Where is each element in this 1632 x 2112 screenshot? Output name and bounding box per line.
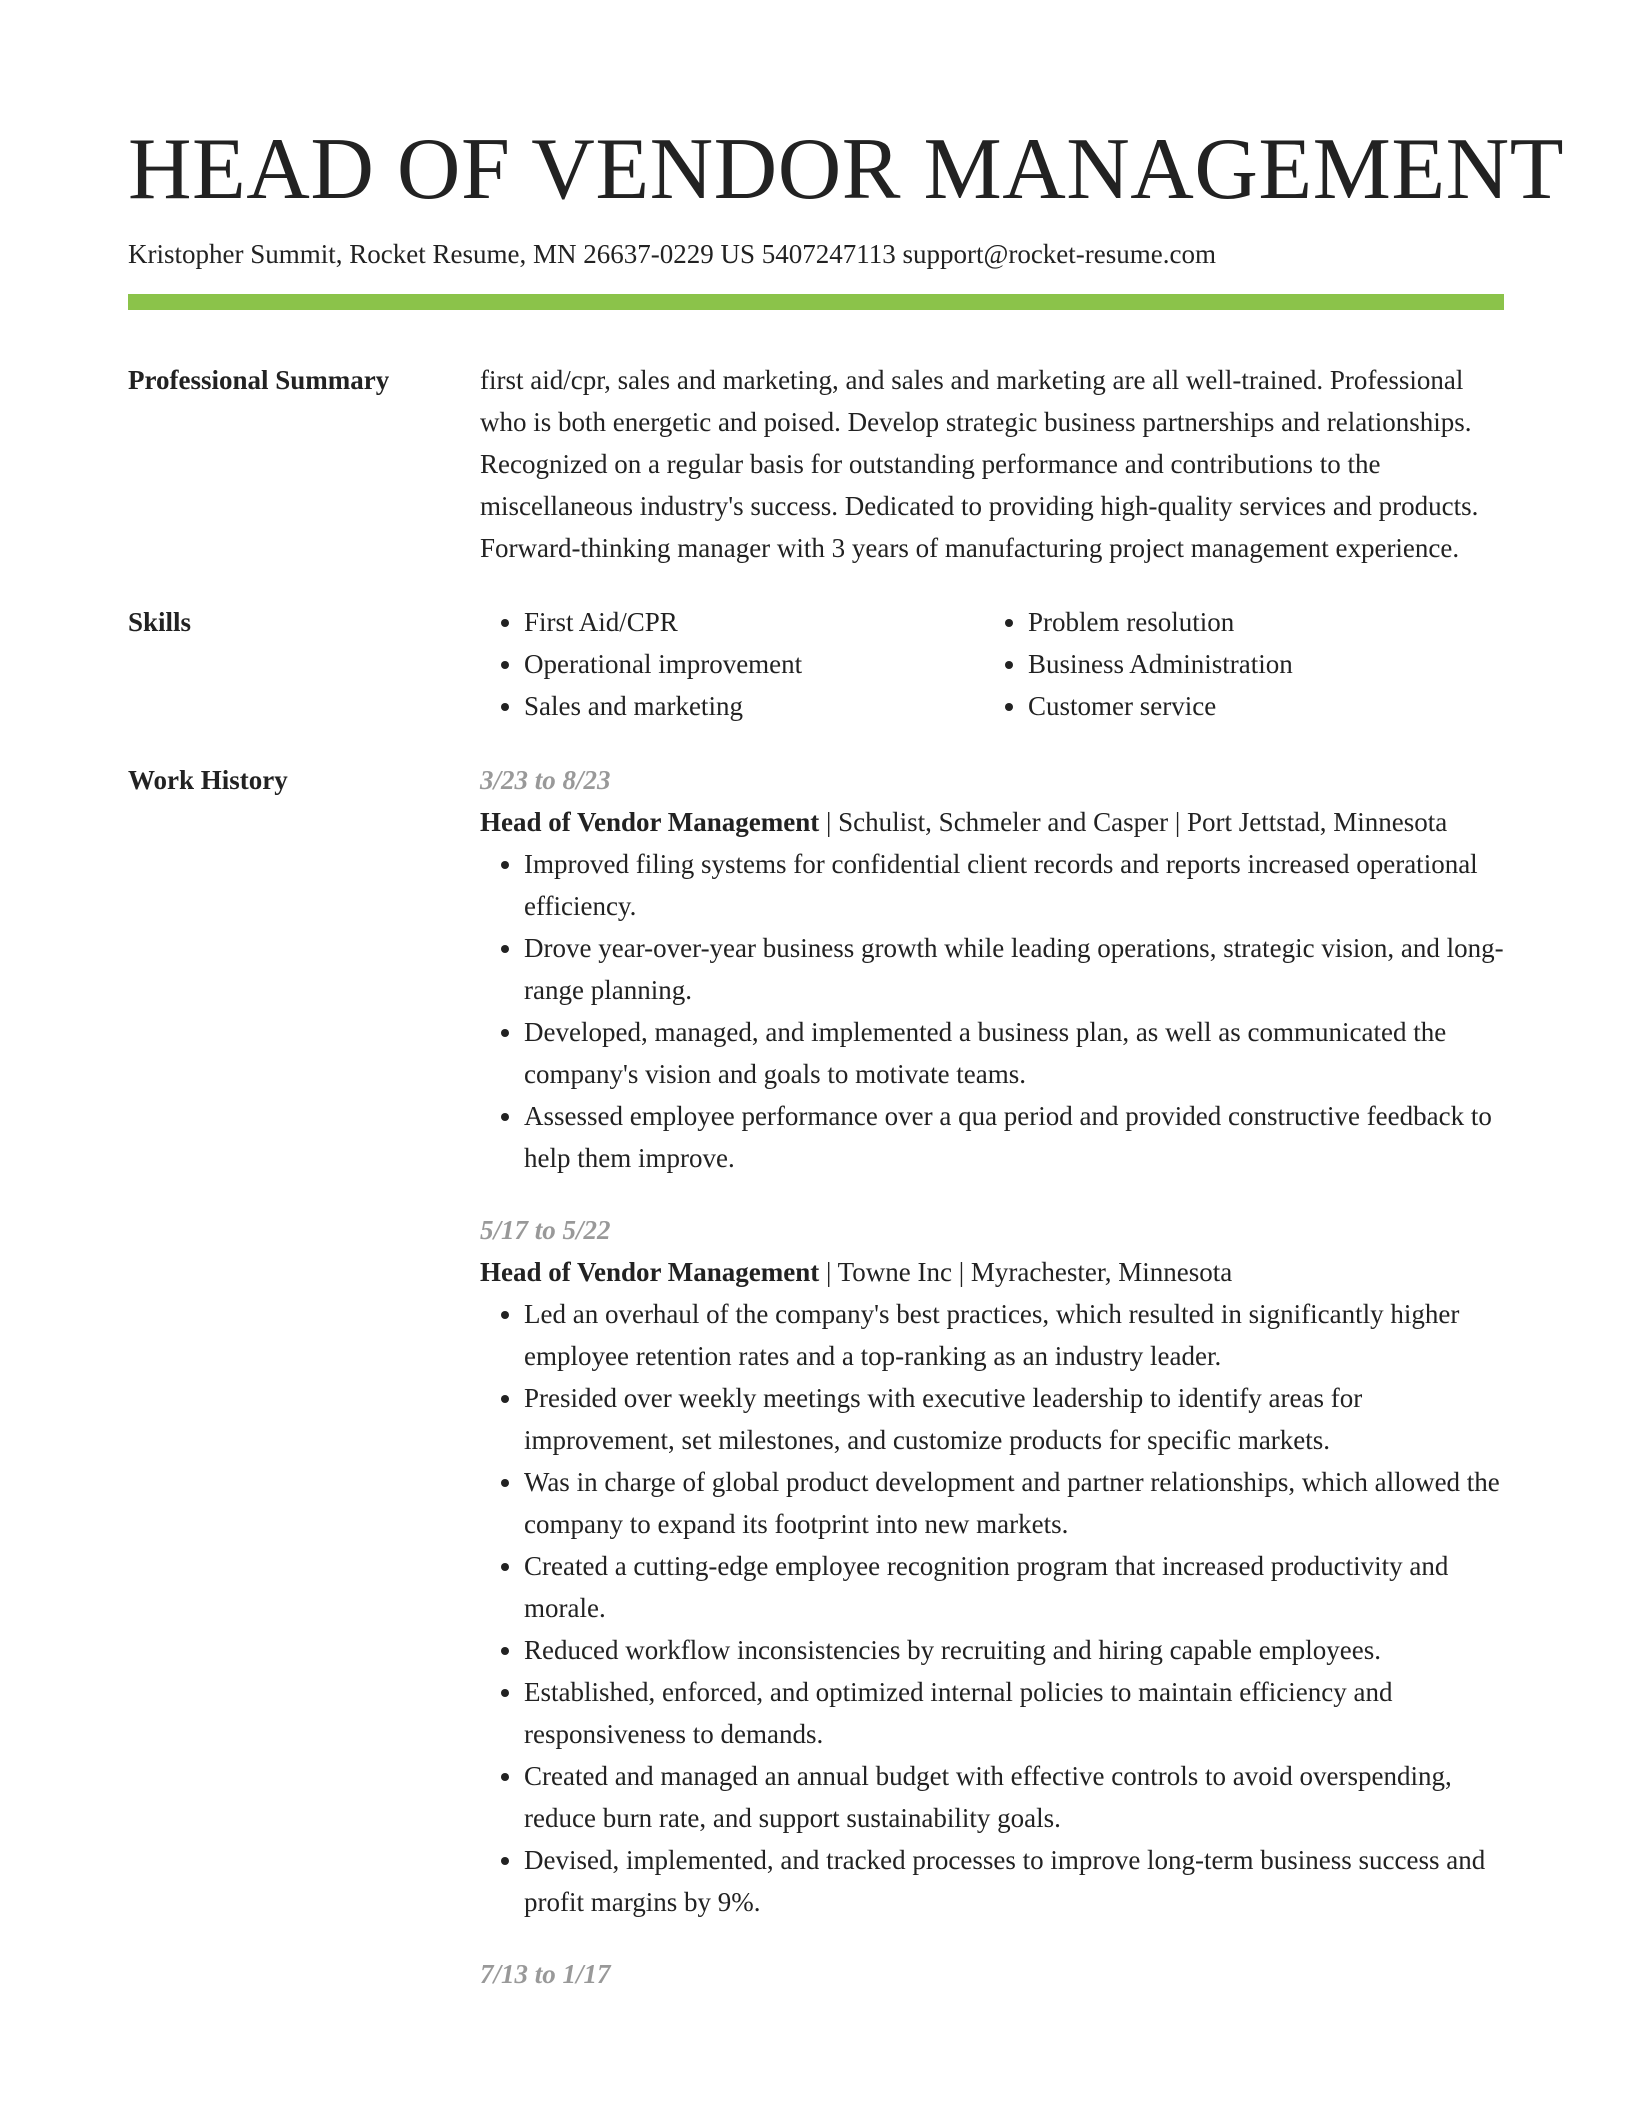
- job-bullet: • Created and managed an annual budget with effective controls to avoid overspending, reduce burn rate, and support sustainability goals.: [524, 1755, 1504, 1839]
- resume-page: [128, 118, 1564, 1995]
- job-date: 3/23 to 8/23: [480, 765, 611, 795]
- job-bullets: [480, 1293, 1504, 1923]
- work-history-heading: Work History: [128, 765, 288, 795]
- job-bullet: • Drove year-over-year business growth while leading operations, strategic vision, and long-range planning.: [524, 927, 1504, 1011]
- job-date: 5/17 to 5/22: [480, 1215, 611, 1245]
- job-bullet: • Devised, implemented, and tracked processes to improve long-term business success and profit margins by 9%.: [524, 1839, 1504, 1923]
- job-bullet: • Improved filing systems for confidential client records and reports increased operational efficiency.: [524, 843, 1504, 927]
- summary-text: first aid/cpr, sales and marketing, and sales and marketing are all well-trained. Professional who is both energetic and poised. Develop strategic business partnerships and relationships. Recognized on a regular basis for outstanding performance and contributions to the miscellaneous industry's success. Dedicated to providing high-quality services and products. Forward-thinking manager with 3 years of manufacturing project management experience.: [480, 365, 1479, 563]
- skill-item: • Business Administration: [1028, 643, 1504, 685]
- job-details: | Towne Inc | Myrachester, Minnesota: [819, 1257, 1233, 1287]
- skills-grid: [480, 601, 1504, 727]
- skills-heading: Skills: [128, 607, 192, 637]
- work-history-section: [128, 759, 1504, 1995]
- job-bullet: • Presided over weekly meetings with executive leadership to identify areas for improvement, set milestones, and customize products for specific markets.: [524, 1377, 1504, 1461]
- job-entry: [480, 1209, 1504, 1923]
- skill-item: • Problem resolution: [1028, 601, 1504, 643]
- job-header: [480, 801, 1504, 843]
- job-entry: [480, 1953, 1504, 1995]
- work-history-body: [480, 759, 1504, 1995]
- job-details: | Schulist, Schmeler and Casper | Port Jettstad, Minnesota: [819, 807, 1448, 837]
- job-bullet: • Reduced workflow inconsistencies by recruiting and hiring capable employees.: [524, 1629, 1504, 1671]
- skill-item: • Sales and marketing: [524, 685, 984, 727]
- job-role: Head of Vendor Management: [480, 807, 820, 837]
- job-header: [480, 1251, 1504, 1293]
- job-bullet: • Created a cutting-edge employee recognition program that increased productivity and morale.: [524, 1545, 1504, 1629]
- job-date: 7/13 to 1/17: [480, 1959, 611, 1989]
- resume-title: HEAD OF VENDOR MANAGEMENT: [128, 121, 1564, 218]
- job-bullet: • Assessed employee performance over a qua period and provided constructive feedback to help them improve.: [524, 1095, 1504, 1179]
- job-role: Head of Vendor Management: [480, 1257, 820, 1287]
- skill-item: • Operational improvement: [524, 643, 984, 685]
- job-entry: [480, 759, 1504, 1179]
- job-bullet: • Was in charge of global product development and partner relationships, which allowed the company to expand its footprint into new markets.: [524, 1461, 1504, 1545]
- summary-heading: Professional Summary: [128, 365, 390, 395]
- job-bullet: • Established, enforced, and optimized internal policies to maintain efficiency and responsiveness to demands.: [524, 1671, 1504, 1755]
- skill-item: • Customer service: [1028, 685, 1504, 727]
- skill-item: • First Aid/CPR: [524, 601, 984, 643]
- skills-list-right: [984, 601, 1504, 727]
- job-bullets: [480, 843, 1504, 1179]
- header-divider: [128, 294, 1504, 310]
- job-bullet: • Led an overhaul of the company's best practices, which resulted in significantly higher employee retention rates and a top-ranking as an industry leader.: [524, 1293, 1504, 1377]
- skills-list-left: [480, 601, 984, 727]
- job-bullet: • Developed, managed, and implemented a business plan, as well as communicated the company's vision and goals to motivate teams.: [524, 1011, 1504, 1095]
- summary-section: [128, 359, 1504, 569]
- contact-line: Kristopher Summit, Rocket Resume, MN 26637-0229 US 5407247113 support@rocket-resume.com: [128, 239, 1216, 269]
- skills-section: [128, 601, 1504, 727]
